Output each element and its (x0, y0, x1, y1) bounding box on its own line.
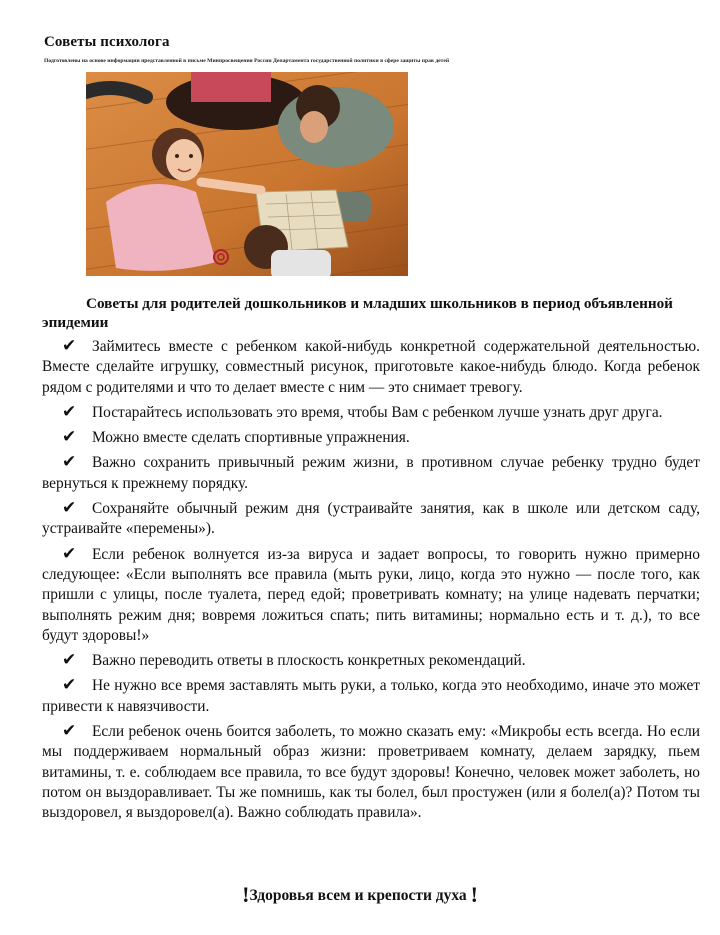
list-item (42, 498, 700, 540)
checkmark-icon: ✔ (62, 675, 77, 696)
list-item-text: Займитесь вместе с ребенком какой-нибудь конкретной содержательной деятельностью. Вместе сделайте игрушку, совместный рисунок, приготовьте какое-нибудь блюдо. Когда ребенок рядом с родителями и что то делает вместе с ним — это снимает тревогу. (42, 338, 700, 396)
checkmark-icon: ✔ (62, 401, 77, 422)
list-item-text: Не нужно все время заставлять мыть руки, а только, когда это необходимо, иначе это может привести к навязчивости. (42, 677, 700, 715)
list-item-text: Важно сохранить привычный режим жизни, в противном случае ребенку трудно будет вернуться к прежнему порядку. (42, 454, 700, 492)
page-subtitle: Подготовлены на основе информации представленной в письме Минпросвещения России Департамента государственной политики в сфере защиты прав детей (44, 58, 450, 64)
list-item (42, 402, 700, 423)
closing-line (0, 882, 720, 908)
checkmark-icon: ✔ (62, 452, 77, 473)
list-item-text: Важно переводить ответы в плоскость конкретных рекомендаций. (92, 652, 526, 670)
checkmark-icon: ✔ (62, 336, 77, 356)
list-item (42, 675, 700, 717)
list-item-text: Если ребенок очень боится заболеть, то можно сказать ему: «Микробы есть всегда. Но если мы поддерживаем нормальный образ жизни: проветриваем комнату, делаем зарядку, пьем витамины, т. е. соблюдаем все правила, то все будут здоровы! Конечно, человек может заболеть, но потом он выздоравливает. Ты же помнишь, как ты болел, был простужен (или я болел(а)? Потом ты выздоровел, я выздоровел(а). Важно соблюдать правила». (42, 723, 700, 822)
checkmark-icon: ✔ (62, 498, 77, 519)
section-heading: Советы для родителей дошкольников и младших школьников в период объявленной эпидемии (42, 295, 673, 331)
checkmark-icon: ✔ (62, 721, 77, 742)
list-item (42, 650, 700, 671)
list-item (42, 336, 700, 398)
list-item (42, 721, 700, 823)
page-title: Советы психолога (44, 34, 170, 50)
advice-list (42, 336, 700, 828)
list-item-text: Если ребенок волнуется из-за вируса и задает вопросы, то говорить нужно примерно следующее: «Если выполнять все правила (мыть руки, лицо, когда это нужно — после того, как пришли с улицы, после туалета, перед едой; проветривать комнату; на улице надевать перчатки; выполнять режим дня; вовремя ложиться спать; пить витамины; нормально есть и т. д.), то все будут здоровы!» (42, 545, 700, 644)
checkmark-icon: ✔ (62, 543, 77, 564)
list-item (42, 452, 700, 494)
list-item-text: Постарайтесь использовать это время, чтобы Вам с ребенком лучше узнать друг друга. (92, 403, 663, 421)
family-photo (86, 72, 408, 276)
exclamation-right: ! (470, 882, 478, 907)
closing-text: Здоровья всем и крепости духа (249, 887, 467, 904)
list-item-text: Сохраняйте обычный режим дня (устраивайте занятия, как в школе или детском саду, устраивайте «перемены»). (42, 500, 700, 538)
list-item (42, 427, 700, 448)
exclamation-left: ! (242, 882, 250, 907)
checkmark-icon: ✔ (62, 427, 77, 448)
list-item-text: Можно вместе сделать спортивные упражнения. (92, 429, 410, 447)
checkmark-icon: ✔ (62, 650, 77, 671)
family-photo-icon (86, 72, 408, 276)
list-item (42, 544, 700, 646)
